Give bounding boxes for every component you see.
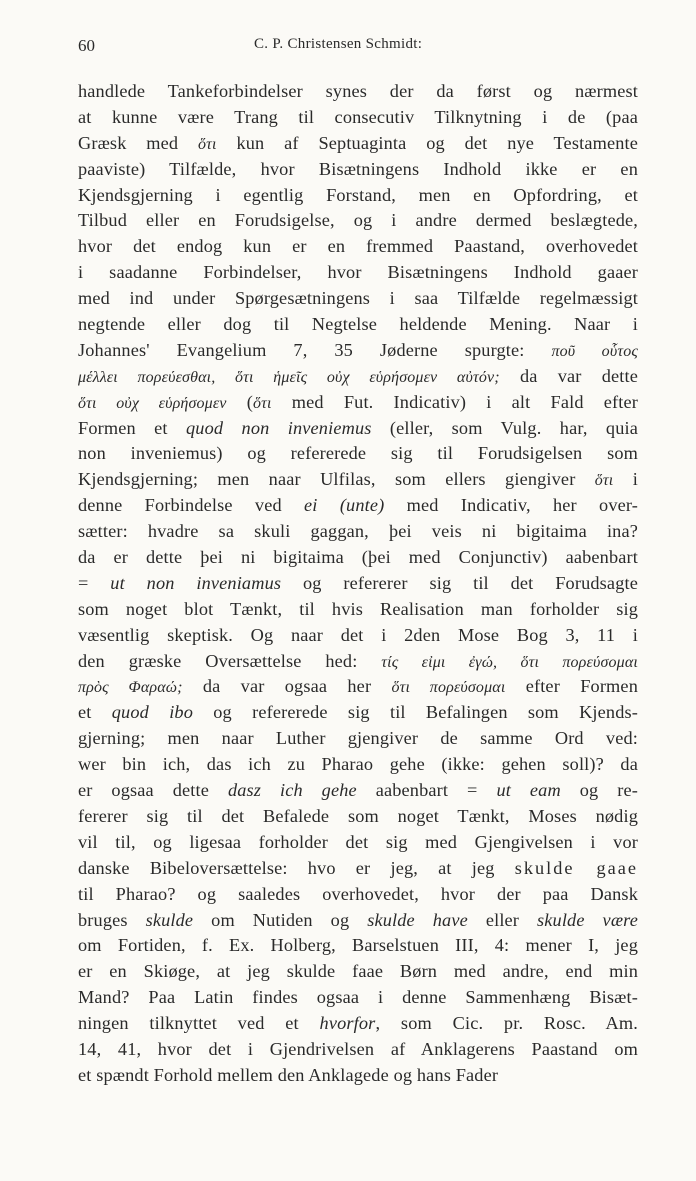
- text-line: [78, 804, 638, 830]
- text-run: i saadanne Forbindelser, hvor Bisætningens Indhold gaaer: [78, 262, 638, 283]
- page-header: [78, 36, 636, 58]
- text-run: non inveniemus) og refererede sig til Forudsigelsen som: [78, 443, 638, 464]
- text-line: [78, 674, 638, 700]
- text-run: et spændt Forhold mellem den Anklagede og hans Fader: [78, 1064, 499, 1085]
- text-line: [78, 623, 638, 649]
- italic-text: ut non inveniamus: [110, 572, 282, 593]
- text-run: fererer sig til det Befalede som noget Tænkt, Moses nødig: [78, 805, 638, 826]
- text-line: [78, 882, 638, 908]
- greek-text: ὅτι: [198, 135, 217, 153]
- text-run: Kjendsgjerning i egentlig Forstand, men en Opfordring, et: [78, 184, 638, 205]
- text-run: wer bin ich, das ich zu Pharao gehe (ikke: gehen soll)? da: [78, 754, 638, 775]
- text-run: om Fortiden, f. Ex. Holberg, Barselstuen III, 4: mener I, jeg: [78, 935, 638, 956]
- text-run: 14, 41, hvor det i Gjendrivelsen af Anklagerens Paastand om: [78, 1038, 638, 1059]
- text-run: (eller, som Vulg. har, quia: [371, 417, 638, 438]
- text-line: [78, 234, 638, 260]
- text-line: [78, 1037, 638, 1063]
- text-line: [78, 79, 638, 105]
- text-run: den græske Oversættelse hed:: [78, 650, 382, 671]
- text-line: [78, 545, 638, 571]
- text-run: bruges: [78, 909, 146, 930]
- text-run: aabenbart =: [356, 780, 497, 801]
- greek-text: μέλλει πορεύεσθαι, ὅτι ἡμεῖς οὐχ εὑρήσομεν αὐτόν;: [78, 368, 500, 386]
- text-run: da var dette: [499, 365, 638, 386]
- text-line: [78, 338, 638, 364]
- text-run: Græsk med: [78, 132, 199, 153]
- text-run: om Nutiden og: [193, 909, 368, 930]
- italic-text: skulde: [145, 909, 194, 930]
- text-line: [78, 105, 638, 131]
- spaced-text: skulde gaae: [514, 857, 638, 878]
- text-line: [78, 260, 638, 286]
- text-run: som noget blot Tænkt, til hvis Realisation man forholder sig: [78, 598, 638, 619]
- text-line: [78, 726, 638, 752]
- text-line: [78, 1063, 638, 1089]
- text-line: [78, 467, 638, 493]
- text-run: og refererer sig til det Forudsagte: [281, 572, 638, 593]
- text-run: sætter: hvadre sa skuli gaggan, þei veis ni bigitaima ina?: [78, 521, 638, 542]
- text-line: [78, 208, 638, 234]
- text-run: handlede Tankeforbindelser synes der da først og nærmest: [78, 81, 638, 101]
- text-line: [78, 597, 638, 623]
- text-run: Kjendsgjerning; men naar Ulfilas, som ellers giengiver: [78, 469, 595, 490]
- text-run: med ind under Spørgesætningens i saa Tilfælde regelmæssigt: [78, 288, 638, 309]
- greek-text: ὅτι πορεύσομαι: [391, 679, 506, 697]
- text-run: med Fut. Indicativ) i alt Fald efter: [271, 391, 638, 412]
- italic-text: hvorfor: [319, 1013, 376, 1034]
- text-line: [78, 933, 638, 959]
- text-line: [78, 571, 638, 597]
- italic-text: ei (unte): [304, 495, 385, 516]
- text-run: med Indicativ, her over-: [384, 495, 638, 516]
- text-run: Tilbud eller en Forudsigelse, og i andre dermed beslægtede,: [78, 210, 638, 231]
- text-line: [78, 157, 638, 183]
- text-line: [78, 856, 638, 882]
- italic-text: dasz ich gehe: [227, 780, 357, 801]
- body-text: [78, 79, 638, 1089]
- text-run: og refererede sig til Befalingen som Kjends-: [193, 702, 638, 723]
- text-line: [78, 519, 638, 545]
- text-run: ningen tilknyttet ved et: [78, 1013, 320, 1034]
- text-run: at kunne være Trang til consecutiv Tilknytning i de (paa: [78, 106, 638, 127]
- text-line: [78, 1011, 638, 1037]
- text-line: [78, 830, 638, 856]
- text-line: [78, 752, 638, 778]
- italic-text: ut eam: [496, 780, 561, 801]
- text-run: vil til, og ligesaa forholder det sig med Gjengivelsen i vor: [78, 831, 638, 852]
- text-line: [78, 286, 638, 312]
- text-line: [78, 649, 638, 675]
- text-line: [78, 778, 638, 804]
- text-line: [78, 985, 638, 1011]
- text-run: (: [226, 391, 253, 412]
- italic-text: skulde være: [537, 909, 638, 930]
- text-run: da var ogsaa her: [182, 676, 392, 697]
- greek-text: πρὸς Φαραώ;: [78, 679, 183, 697]
- greek-text: ὅτι οὐχ εὑρήσομεν: [78, 394, 227, 412]
- greek-text: ὅτι: [594, 472, 614, 490]
- text-run: et: [78, 702, 112, 723]
- text-run: kun af Septuaginta og det nye Testamente: [216, 132, 638, 153]
- greek-text: ποῦ οὗτος: [551, 342, 638, 360]
- text-run: , som Cic. pr. Rosc. Am.: [375, 1013, 638, 1034]
- greek-text: τίς εἰμι ἐγώ, ὅτι πορεύσομαι: [381, 653, 638, 671]
- page-number: 60: [78, 36, 95, 55]
- text-line: [78, 700, 638, 726]
- text-run: væsentlig skeptisk. Og naar det i 2den Mose Bog 3, 11 i: [78, 624, 638, 645]
- text-line: [78, 908, 638, 934]
- text-run: da er dette þei ni bigitaima (þei med Conjunctiv) aabenbart: [78, 547, 638, 568]
- text-run: hvor det endog kun er en fremmed Paastand, overhovedet: [78, 236, 638, 257]
- text-run: i: [613, 469, 638, 490]
- text-run: eller: [467, 909, 537, 930]
- text-run: negtende eller dog til Negtelse heldende Mening. Naar i: [78, 314, 638, 335]
- italic-text: skulde have: [367, 909, 468, 930]
- italic-text: quod ibo: [111, 702, 193, 723]
- text-run: efter Formen: [505, 676, 638, 697]
- text-line: [78, 183, 638, 209]
- text-run: gjerning; men naar Luther gjengiver de samme Ord ved:: [78, 728, 638, 749]
- running-title: C. P. Christensen Schmidt:: [254, 36, 423, 52]
- text-run: Johannes' Evangelium 7, 35 Jøderne spurgte:: [78, 339, 552, 360]
- text-line: [78, 959, 638, 985]
- text-run: er en Skiøge, at jeg skulde faae Børn med andre, end min: [78, 961, 638, 982]
- text-run: til Pharao? og saaledes overhovedet, hvor der paa Dansk: [78, 883, 638, 904]
- text-line: [78, 390, 638, 416]
- text-line: [78, 364, 638, 390]
- text-run: =: [78, 572, 111, 593]
- text-line: [78, 416, 638, 442]
- text-line: [78, 441, 638, 467]
- greek-text: ὅτι: [252, 394, 272, 412]
- text-run: paaviste) Tilfælde, hvor Bisætningens Indhold ikke er en: [78, 158, 638, 179]
- text-run: Mand? Paa Latin findes ogsaa i denne Sammenhæng Bisæt-: [78, 987, 638, 1008]
- italic-text: quod non inveniemus: [186, 417, 372, 438]
- text-line: [78, 493, 638, 519]
- text-run: denne Forbindelse ved: [78, 495, 305, 516]
- text-run: og re-: [560, 780, 638, 801]
- text-run: er ogsaa dette: [78, 780, 228, 801]
- text-line: [78, 312, 638, 338]
- text-run: danske Bibeloversættelse: hvo er jeg, at jeg: [78, 857, 515, 878]
- text-line: [78, 131, 638, 157]
- text-run: Formen et: [78, 417, 186, 438]
